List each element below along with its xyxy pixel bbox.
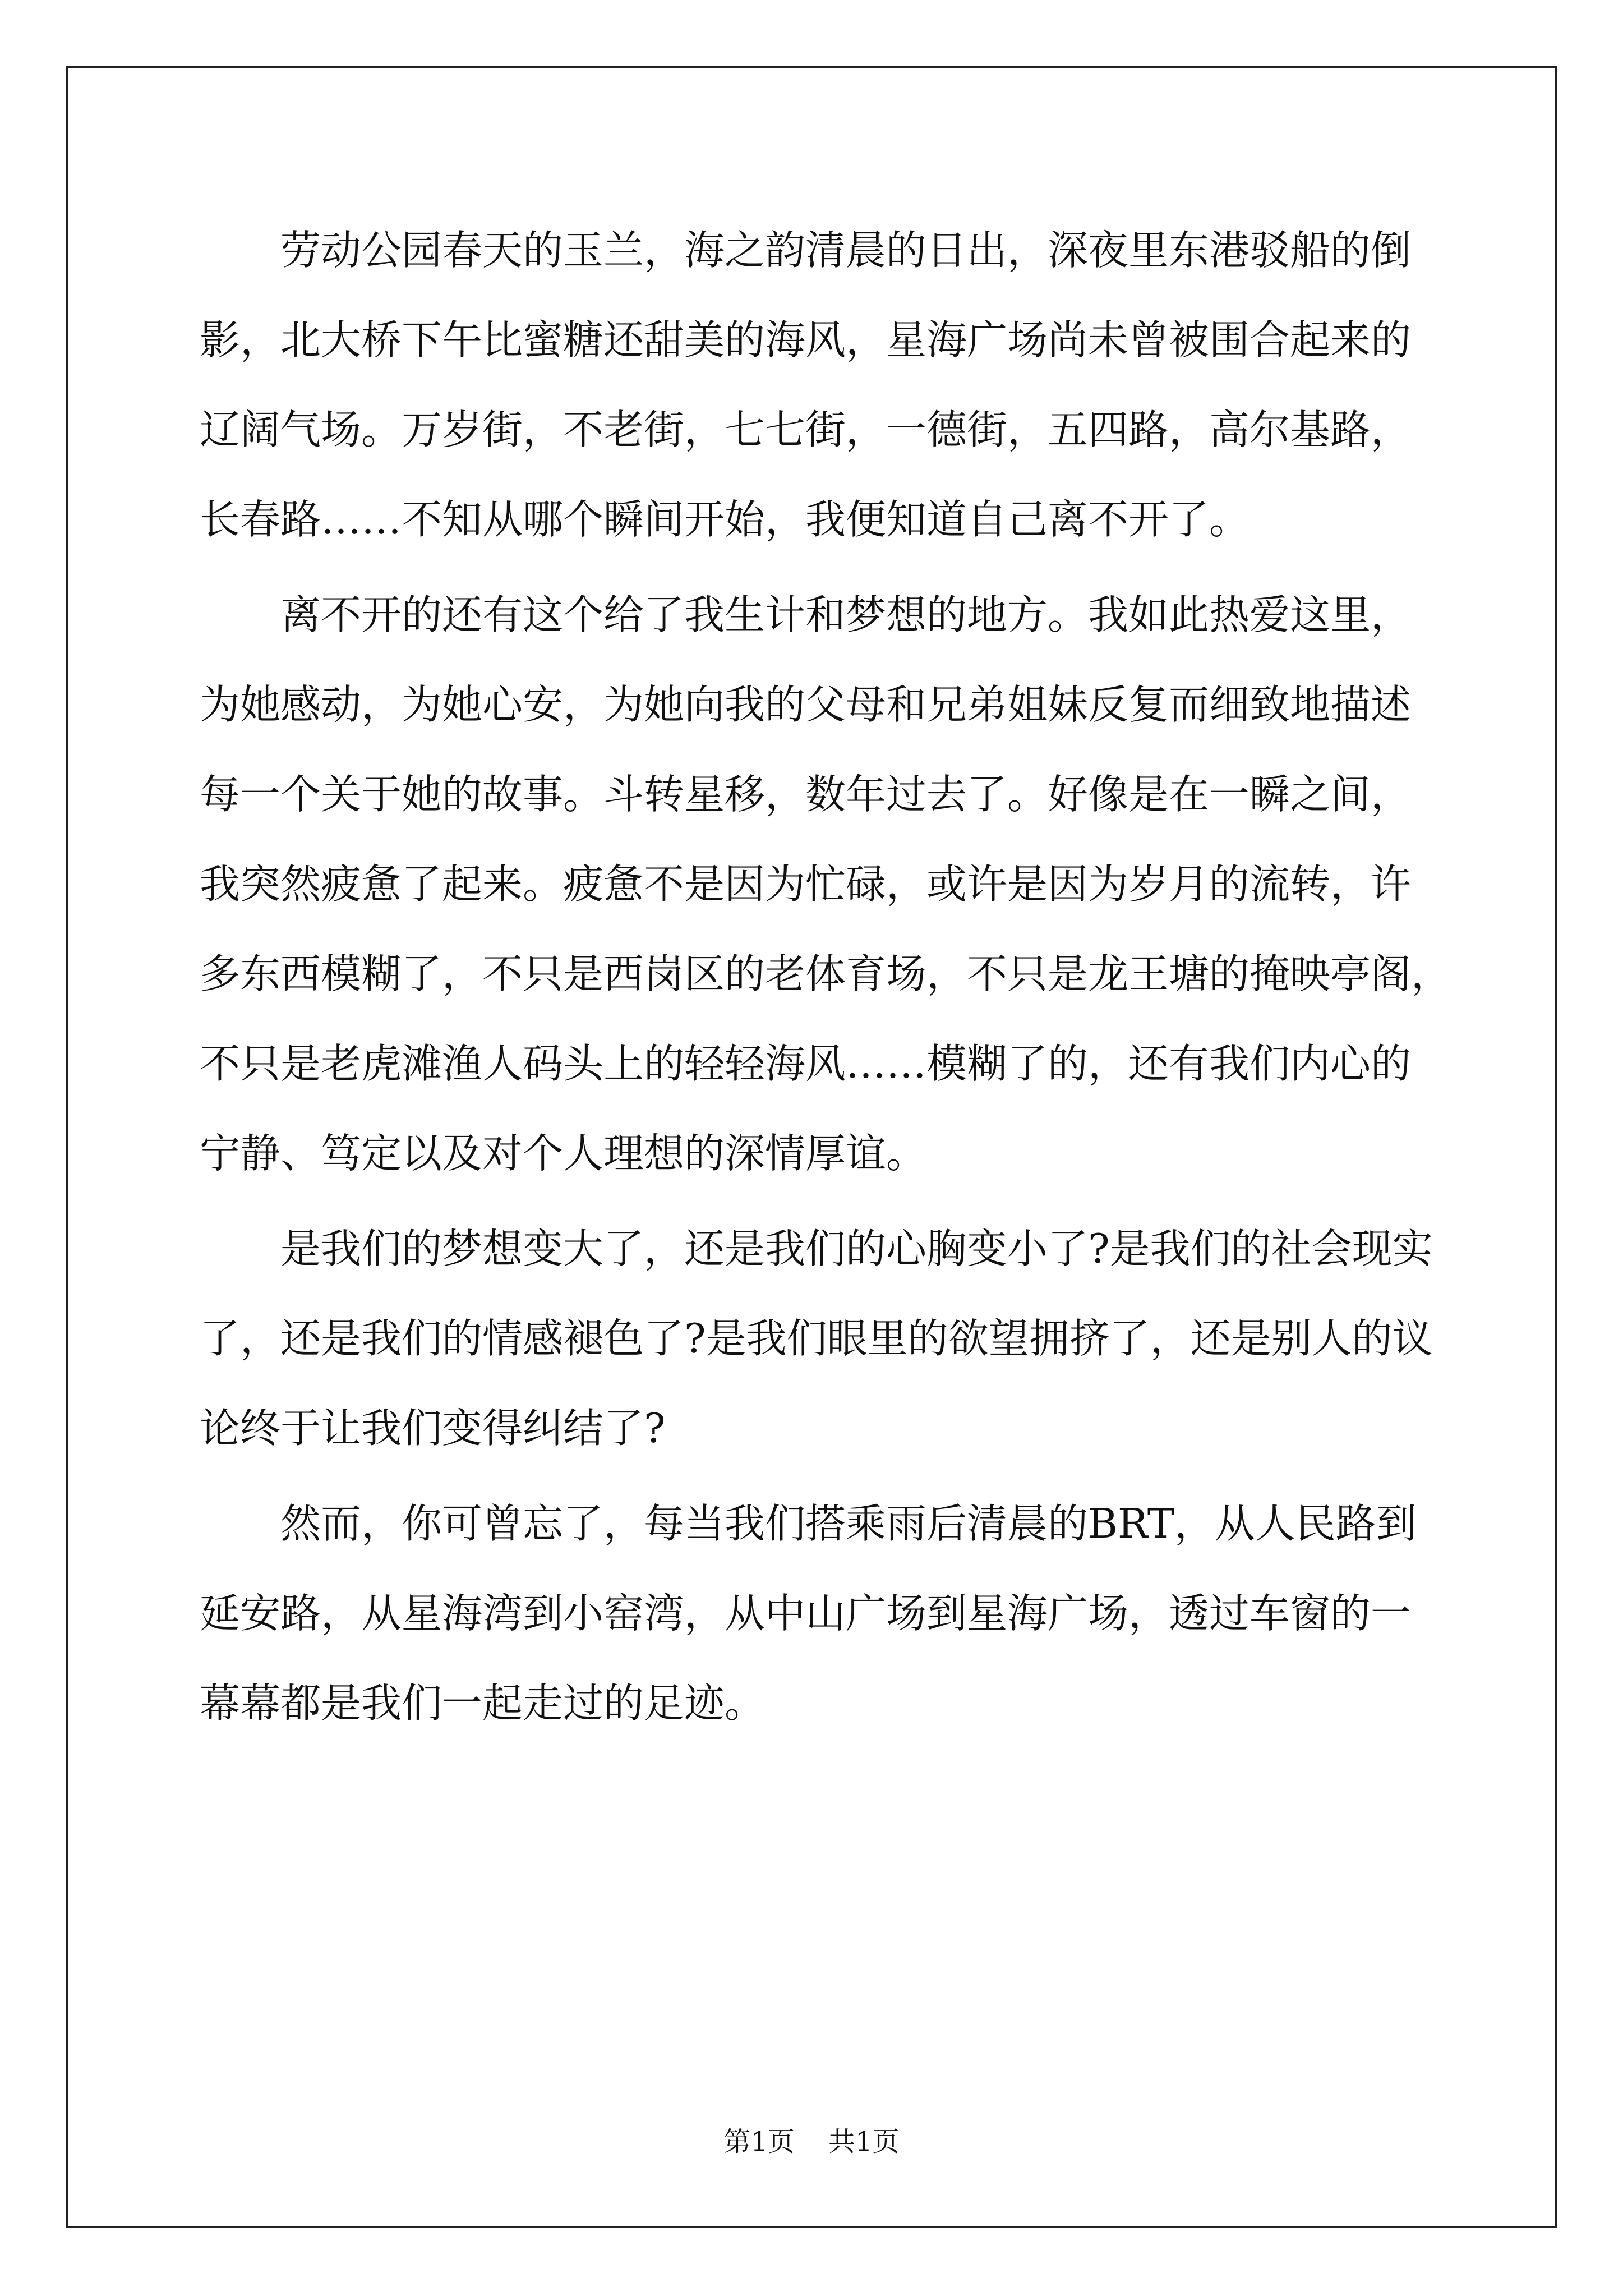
page-footer [0, 2128, 1623, 2155]
page-total: 共1页 [828, 2126, 900, 2157]
paragraph-4-line-1: 然而，你可曾忘了，每当我们搭乘雨后清晨的BRT，从人民路到 [280, 1500, 1417, 1547]
paragraph-3-line-1: 是我们的梦想变大了，还是我们的心胸变小了?是我们的社会现实 [280, 1225, 1433, 1272]
paragraph-1-line-1: 劳动公园春天的玉兰，海之韵清晨的日出，深夜里东港驳船的倒 [280, 227, 1412, 274]
paragraph-2-line-5: 多东西模糊了，不只是西岗区的老体育场，不只是龙王塘的掩映亭阁， [200, 950, 1452, 997]
paragraph-3-line-3: 论终于让我们变得纠结了? [200, 1405, 666, 1452]
paragraph-2-line-2: 为她感动，为她心安，为她向我的父母和兄弟姐妹反复而细致地描述 [200, 681, 1412, 728]
paragraph-2-line-1: 离不开的还有这个给了我生计和梦想的地方。我如此热爱这里， [280, 591, 1412, 638]
paragraph-1-line-2: 影，北大桥下午比蜜糖还甜美的海风，星海广场尚未曾被围合起来的 [200, 316, 1412, 364]
paragraph-2-line-3: 每一个关于她的故事。斗转星移，数年过去了。好像是在一瞬之间， [200, 771, 1412, 818]
page-number: 第1页 [723, 2126, 795, 2157]
paragraph-2-line-7: 宁静、笃定以及对个人理想的深情厚谊。 [200, 1130, 927, 1177]
paragraph-1-line-3: 辽阔气场。万岁街，不老街，七七街，一德街，五四路，高尔基路， [200, 406, 1412, 453]
paragraph-4-line-2: 延安路，从星海湾到小窑湾，从中山广场到星海广场，透过车窗的一 [200, 1590, 1412, 1637]
paragraph-2-line-4: 我突然疲惫了起来。疲惫不是因为忙碌，或许是因为岁月的流转，许 [200, 861, 1412, 908]
paragraph-4-line-3: 幕幕都是我们一起走过的足迹。 [200, 1680, 766, 1727]
paragraph-2-line-6: 不只是老虎滩渔人码头上的轻轻海风……模糊了的，还有我们内心的 [200, 1040, 1412, 1087]
paragraph-3-line-2: 了，还是我们的情感褪色了?是我们眼里的欲望拥挤了，还是别人的议 [200, 1315, 1433, 1362]
paragraph-1-line-4: 长春路……不知从哪个瞬间开始，我便知道自己离不开了。 [200, 496, 1250, 543]
